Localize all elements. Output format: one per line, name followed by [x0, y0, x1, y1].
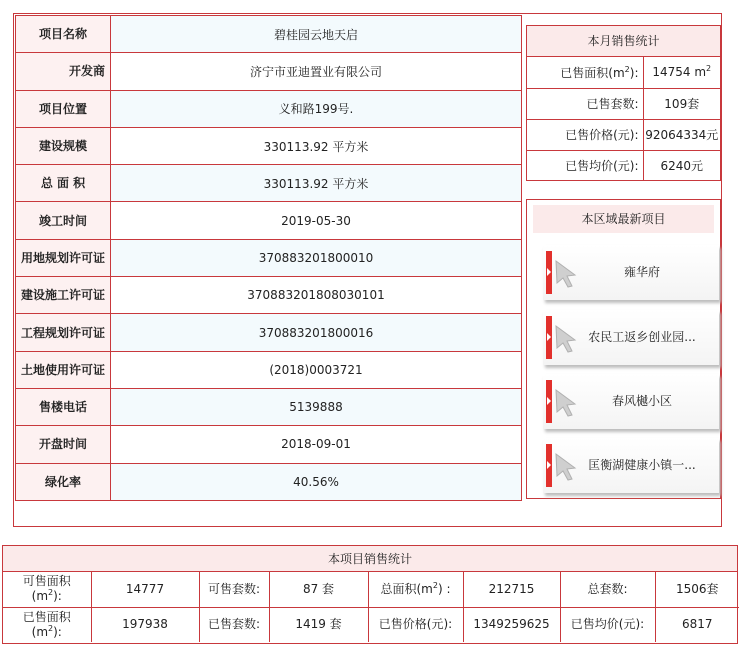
area-project-name[interactable]: 春风樾小区 [611, 394, 672, 408]
info-value: 370883201800010 [111, 239, 522, 276]
info-row [16, 351, 522, 388]
sold-units-label: 已售套数: [199, 607, 269, 642]
area-project-card[interactable] [543, 374, 719, 429]
area-project-card[interactable] [543, 438, 719, 493]
sold-price-value: 1349259625 [463, 607, 560, 642]
monthly-stat-label: 已售面积$(m^2)$: [527, 57, 643, 88]
monthly-stat-row [527, 88, 720, 119]
area-project-name[interactable]: 农民工返乡创业园... [588, 330, 696, 344]
info-value: 5139888 [111, 388, 522, 425]
monthly-stat-label: 已售均价(元): [527, 150, 643, 181]
info-row [16, 202, 522, 239]
info-row [16, 53, 522, 90]
info-label: 开盘时间 [16, 426, 111, 463]
area-project-card[interactable] [543, 310, 719, 365]
stats-row-saleable [3, 572, 739, 607]
info-row [16, 388, 522, 425]
monthly-stat-row [527, 119, 720, 150]
info-label: 售楼电话 [16, 388, 111, 425]
monthly-sales-table [527, 57, 720, 181]
info-label: 项目位置 [16, 90, 111, 127]
info-label: 土地使用许可证 [16, 351, 111, 388]
info-label: 开发商 [16, 53, 111, 90]
area-project-name[interactable]: 匡衡湖健康小镇一... [588, 458, 696, 472]
card-accent-bar [546, 316, 552, 359]
project-info-table [15, 15, 522, 501]
sold-area-label: 已售面积 $(m^2)$: [3, 607, 91, 642]
info-row [16, 426, 522, 463]
info-row [16, 16, 522, 53]
sold-area-value: 197938 [91, 607, 199, 642]
info-row [16, 463, 522, 500]
card-accent-bar [546, 251, 552, 294]
info-label: 总 面 积 [16, 165, 111, 202]
info-value: 义和路199号. [111, 90, 522, 127]
saleable-units-label: 可售套数: [199, 572, 269, 607]
saleable-units-value: 87 套 [269, 572, 368, 607]
info-label: 建设规模 [16, 127, 111, 164]
info-label: 竣工时间 [16, 202, 111, 239]
project-sales-stats-title: 本项目销售统计 [3, 546, 737, 572]
monthly-stat-value: 109套 [643, 88, 720, 119]
monthly-stat-label: 已售价格(元): [527, 119, 643, 150]
project-sales-stats-panel [2, 545, 738, 644]
info-row [16, 277, 522, 314]
area-project-name[interactable]: 雍华府 [623, 265, 660, 279]
info-value: 2019-05-30 [111, 202, 522, 239]
info-value: 碧桂园云地天启 [111, 16, 522, 53]
area-latest-projects-box [526, 199, 721, 499]
sold-units-value: 1419 套 [269, 607, 368, 642]
info-label: 绿化率 [16, 463, 111, 500]
info-row [16, 127, 522, 164]
info-row [16, 239, 522, 276]
info-row [16, 314, 522, 351]
monthly-stat-value: 14754 $m^2$ [643, 57, 720, 88]
total-units-value: 1506套 [655, 572, 739, 607]
monthly-stat-row [527, 150, 720, 181]
sold-price-label: 已售价格(元): [368, 607, 463, 642]
info-value: 370883201808030101 [111, 277, 522, 314]
saleable-area-value: 14777 [91, 572, 199, 607]
monthly-stat-row [527, 57, 720, 88]
total-units-label: 总套数: [560, 572, 655, 607]
info-label: 用地规划许可证 [16, 239, 111, 276]
monthly-stat-value: 92064334元 [643, 119, 720, 150]
project-sales-stats-table [3, 572, 739, 642]
stats-row-sold [3, 607, 739, 642]
avg-price-value: 6817 [655, 607, 739, 642]
info-value: 40.56% [111, 463, 522, 500]
total-area-label: 总面积$(m^2)$ : [368, 572, 463, 607]
avg-price-label: 已售均价(元): [560, 607, 655, 642]
info-value: 330113.92 平方米 [111, 165, 522, 202]
info-value: 2018-09-01 [111, 426, 522, 463]
saleable-area-label: 可售面积 $(m^2)$: [3, 572, 91, 607]
info-value: 济宁市亚迪置业有限公司 [111, 53, 522, 90]
card-accent-bar [546, 380, 552, 423]
card-accent-bar [546, 444, 552, 487]
monthly-sales-title: 本月销售统计 [527, 26, 720, 57]
info-value: (2018)0003721 [111, 351, 522, 388]
info-value: 330113.92 平方米 [111, 127, 522, 164]
info-label: 项目名称 [16, 16, 111, 53]
total-area-value: 212715 [463, 572, 560, 607]
monthly-stat-value: 6240元 [660, 159, 704, 174]
monthly-stat-label: 已售套数: [527, 88, 643, 119]
info-label: 工程规划许可证 [16, 314, 111, 351]
monthly-sales-box [526, 25, 721, 181]
info-label: 建设施工许可证 [16, 277, 111, 314]
area-latest-projects-title: 本区域最新项目 [533, 205, 714, 233]
info-row [16, 90, 522, 127]
info-value: 370883201800016 [111, 314, 522, 351]
info-row [16, 165, 522, 202]
area-project-card[interactable] [543, 245, 719, 300]
